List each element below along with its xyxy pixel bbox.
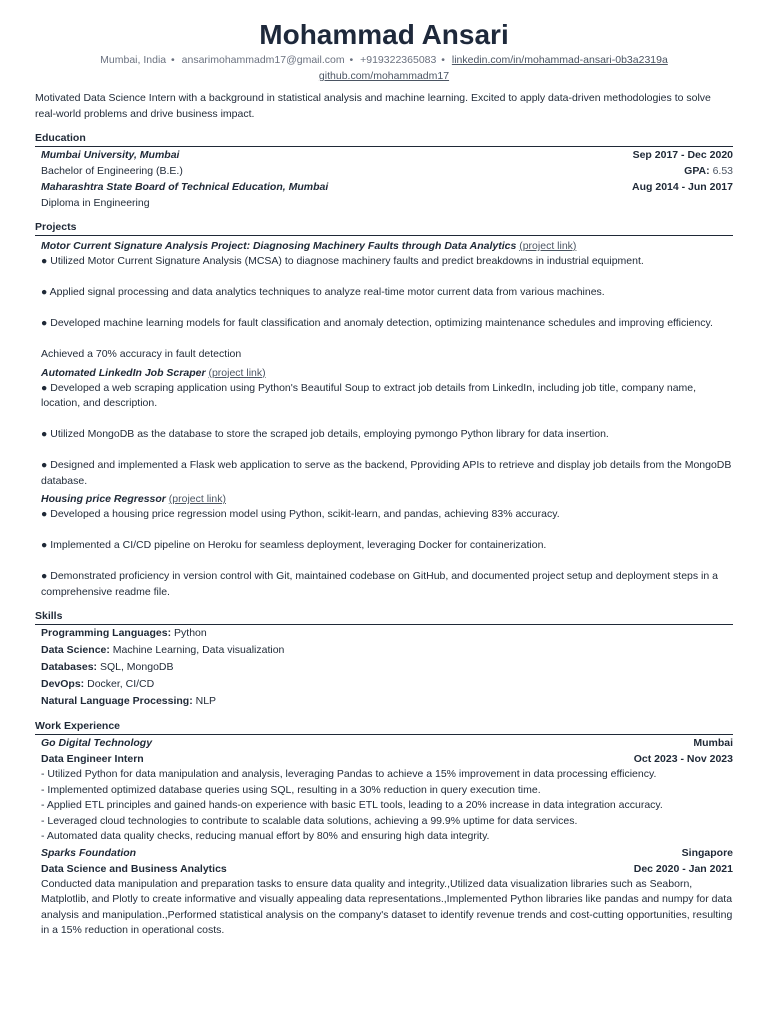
summary: Motivated Data Science Intern with a background in statistical analysis and machine learning. Excited to apply data-driven methodologies to solve real-world problems and drive business impact.: [35, 92, 711, 120]
project-link[interactable]: (project link): [208, 366, 266, 379]
project-bullet: ● Developed a web scraping application using Python's Beautiful Soup to extract job details from LinkedIn, including job title, company name, location, and description.: [41, 381, 697, 409]
candidate-name: Mohammad Ansari: [259, 19, 509, 50]
projects-section: [35, 238, 733, 600]
skill-value: Python: [174, 627, 207, 639]
project-title: [41, 491, 733, 507]
skill-value: Docker, CI/CD: [87, 678, 155, 690]
project-bullet: Achieved a 70% accuracy in fault detection: [41, 348, 242, 360]
degree: Bachelor of Engineering (B.E.): [41, 165, 183, 177]
projects-heading: Projects: [35, 221, 733, 236]
location: Mumbai, India: [100, 54, 167, 66]
gpa: [684, 163, 733, 179]
experience-section: [35, 735, 733, 939]
skill-label: DevOps:: [41, 678, 85, 690]
skill-row: [41, 625, 733, 642]
job-role-row: [41, 861, 733, 877]
job-dates: Oct 2023 - Nov 2023: [633, 753, 733, 765]
skill-row: [41, 642, 733, 659]
school-name: Maharashtra State Board of Technical Education, Mumbai: [41, 181, 329, 193]
gpa-label: GPA:: [684, 165, 710, 177]
project-name: Motor Current Signature Analysis Project: Diagnosing Machinery Faults through Data Analytics: [41, 240, 517, 252]
education-heading: Education: [35, 132, 733, 147]
job-bullet: - Automated data quality checks, reducing manual effort by 80% and ensuring high data integrity.: [41, 830, 490, 842]
job-role: Data Engineer Intern: [41, 753, 144, 765]
project-title: [41, 238, 733, 254]
education-section: [35, 147, 733, 211]
skill-label: Databases:: [41, 661, 98, 673]
skills-heading: Skills: [35, 610, 733, 625]
project-name: Housing price Regressor: [41, 493, 166, 505]
skill-value: Machine Learning, Data visualization: [112, 644, 285, 656]
company-name: Sparks Foundation: [41, 846, 137, 859]
school-name: Mumbai University, Mumbai: [41, 149, 180, 161]
education-degree-row: [41, 195, 733, 211]
skill-row: [41, 659, 733, 676]
job-role-row: [41, 751, 733, 767]
project-bullet: ● Designed and implemented a Flask web application to serve as the backend, Pproviding APIs to retrieve and display job details from the MongoDB database.: [41, 459, 732, 487]
project-title: [41, 365, 733, 381]
project-bullet: ● Developed a housing price regression model using Python, scikit-learn, and pandas, achieving 83% accuracy.: [41, 508, 560, 520]
education-dates: Aug 2014 - Jun 2017: [632, 181, 733, 193]
project-link[interactable]: (project link): [519, 240, 577, 252]
skill-label: Data Science:: [41, 644, 110, 656]
education-entry-header: [41, 147, 733, 163]
degree: Diploma in Engineering: [41, 197, 150, 209]
project-bullet: ● Demonstrated proficiency in version control with Git, maintained codebase on GitHub, and documented project setup and deployment steps in a comprehensive readme file.: [41, 570, 718, 598]
education-degree-row: [41, 163, 733, 179]
job-header: [41, 845, 733, 861]
skills-section: [35, 625, 733, 710]
education-entry-header: [41, 179, 733, 195]
job-bullet: - Leveraged cloud technologies to contribute to scalable data solutions, achieving a 99.9% uptime for data services.: [41, 814, 578, 827]
skill-value: NLP: [195, 695, 217, 707]
skill-label: Programming Languages:: [41, 627, 172, 639]
job-bullet: - Applied ETL principles and gained hands-on experience with basic ETL tools, leading to a 20% increase in data integration accuracy.: [41, 799, 663, 811]
project-bullet: ● Implemented a CI/CD pipeline on Heroku for seamless deployment, leveraging Docker for containerization.: [41, 539, 547, 551]
project-link[interactable]: (project link): [168, 493, 226, 505]
contact-line: Mumbai, India • ansarimohammadm17@gmail.com • +919322365083 • linkedin.com/in/mohammad-ansari-0b3a2319a: [100, 54, 668, 66]
skill-row: [41, 676, 733, 693]
phone: +919322365083: [360, 54, 437, 66]
job-header: [41, 735, 733, 751]
gpa-value: 6.53: [712, 165, 733, 177]
job-location: Mumbai: [693, 737, 733, 749]
job-dates: Dec 2020 - Jan 2021: [633, 862, 733, 875]
skill-value: SQL, MongoDB: [99, 661, 174, 673]
email: ansarimohammadm17@gmail.com: [181, 54, 345, 66]
contact-line-2: [35, 69, 733, 84]
project-bullet: ● Utilized MongoDB as the database to store the scraped job details, employing pymongo Python library for data insertion.: [41, 428, 609, 440]
education-dates: Sep 2017 - Dec 2020: [632, 149, 733, 161]
job-description: Conducted data manipulation and preparation tasks to ensure data quality and integrity.,Utilized data visualization libraries such as Seaborn, Matplotlib, and Plotly to create informative and visually appealing data representations.,Implemented Python libraries like pandas and numpy for data analysis and manipulation.,Performed statistical analysis on the company's dataset to identify revenue trends and cost-cutting opportunities, resulting in a 15% reduction in operational costs.: [41, 877, 733, 936]
experience-heading: Work Experience: [35, 720, 733, 735]
project-bullet: ● Applied signal processing and data analytics techniques to analyze real-time motor current data from various machines.: [41, 286, 605, 298]
github-link[interactable]: github.com/mohammadm17: [318, 70, 450, 82]
company-name: Go Digital Technology: [41, 737, 153, 749]
job-location: Singapore: [681, 846, 733, 859]
project-name: Automated LinkedIn Job Scraper: [41, 366, 206, 379]
project-bullet: ● Utilized Motor Current Signature Analysis (MCSA) to diagnose machinery faults and predict breakdowns in industrial equipment.: [41, 255, 644, 267]
job-role: Data Science and Business Analytics: [41, 862, 227, 875]
skill-label: Natural Language Processing:: [41, 695, 193, 707]
job-bullet: - Implemented optimized database queries using SQL, resulting in a 30% reduction in query execution time.: [41, 783, 541, 796]
project-bullet: ● Developed machine learning models for fault classification and anomaly detection, optimizing maintenance schedules and improving efficiency.: [41, 317, 713, 329]
job-bullet: - Utilized Python for data manipulation and analysis, leveraging Pandas to achieve a 15% improvement in data processing efficiency.: [41, 768, 657, 780]
linkedin-link[interactable]: linkedin.com/in/mohammad-ansari-0b3a2319a: [451, 54, 668, 66]
skill-row: [41, 693, 733, 710]
